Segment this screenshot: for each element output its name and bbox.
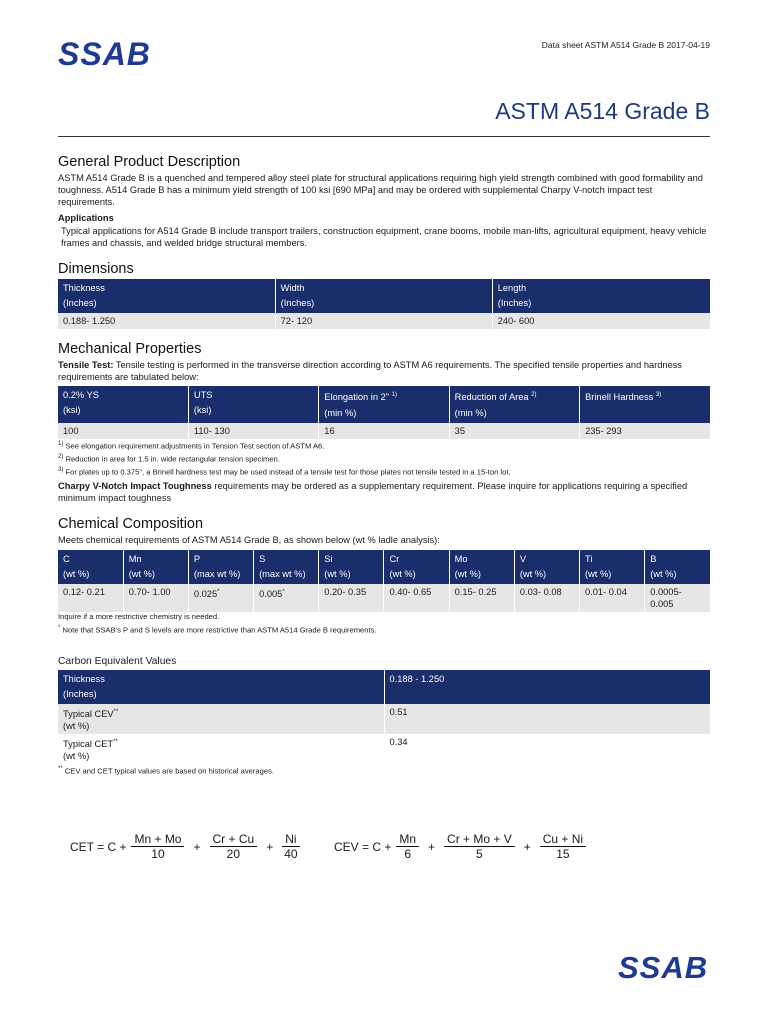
document-title: ASTM A514 Grade B — [495, 98, 710, 124]
chemical-table — [58, 550, 710, 612]
footnote: ** CEV and CET typical values are based on historical averages. — [58, 765, 275, 776]
header-divider — [58, 136, 710, 137]
chemical-heading: Chemical Composition — [58, 516, 204, 533]
main-content — [58, 154, 710, 789]
table-cell: 0.005* — [254, 584, 319, 612]
table-header-cell: Mo (wt %) — [449, 550, 514, 584]
chemical-section — [58, 516, 710, 777]
table-header-cell: 0.2% YS (ksi) — [58, 386, 188, 422]
mechanical-table — [58, 386, 710, 438]
chemical-intro: Meets chemical requirements of ASTM A514 Grade B, as shown below (wt % ladle analysis): — [58, 535, 440, 546]
table-header-cell: Ti (wt %) — [580, 550, 645, 584]
general-body: ASTM A514 Grade B is a quenched and tempered alloy steel plate for structural applications requiring high yield strength combined with good formability and toughness. A514 Grade B has a minimum yield strength of 100 ksi [690 MPa] and may be ordered with supplemental Charpy V-notch impact test requirements. — [58, 173, 703, 208]
table-row — [58, 313, 710, 329]
table-header-cell: Reduction of Area $^{2)}$ (min %) — [449, 386, 579, 422]
table-header-cell: Si (wt %) — [319, 550, 384, 584]
footnote: $^{1)}$ See elongation requirement adjustments in Tension Test section of ASTM A6. — [58, 440, 325, 451]
footnote: * Note that SSAB's P and S levels are more restrictive than ASTM A514 Grade B requirements. — [58, 624, 377, 635]
table-header-cell: V (wt %) — [514, 550, 579, 584]
dimensions-section — [58, 261, 710, 329]
table-cell: 0.40- 0.65 — [384, 584, 449, 612]
table-cell: 235- 293 — [580, 423, 710, 439]
table-header-cell: Width (Inches) — [275, 279, 492, 313]
table-cell: 0.20- 0.35 — [319, 584, 384, 612]
dimensions-table — [58, 279, 710, 329]
applications-text: Typical applications for A514 Grade B include transport trailers, construction equipment, crane booms, mobile man-lifts, agricultural equipment, heavy vehicle frames and chassis, and welded bridge structural members. — [61, 225, 707, 248]
cev-heading: Carbon Equivalent Values — [58, 655, 177, 667]
table-cell: 0.188- 1.250 — [58, 313, 275, 329]
table-cell: 100 — [58, 423, 188, 439]
table-cell: 0.025* — [188, 584, 253, 612]
table-header-cell: Mn (wt %) — [123, 550, 188, 584]
table-cell: 0.51 — [384, 704, 710, 734]
table-cell: 0.03- 0.08 — [514, 584, 579, 612]
tensile-text: Tensile Test: Tensile testing is performed in the transverse direction according to ASTM A6 requirements. The specified tensile properties and hardness requirements are tabulated below: — [58, 360, 683, 383]
table-row — [58, 704, 710, 734]
cev-table — [58, 670, 710, 764]
table-cell: 0.70- 1.00 — [123, 584, 188, 612]
table-cell: 35 — [449, 423, 579, 439]
table-cell: 16 — [319, 423, 449, 439]
mechanical-heading: Mechanical Properties — [58, 341, 202, 358]
table-header-cell: 0.188 - 1.250 — [384, 670, 710, 704]
datasheet-meta: Data sheet ASTM A514 Grade B 2017-04-19 — [541, 40, 710, 50]
chemistry-note: Inquire if a more restrictive chemistry is needed. — [58, 612, 220, 622]
footnote: $^{2)}$ Reduction in area for 1.5 in. wide rectangular tension specimen. — [58, 453, 280, 464]
table-header-cell: Elongation in 2" $^{1)}$ (min %) — [319, 386, 449, 422]
dimensions-heading: Dimensions — [58, 261, 134, 278]
applications-label: Applications — [58, 212, 114, 223]
table-header-cell: S (max wt %) — [254, 550, 319, 584]
general-heading: General Product Description — [58, 154, 241, 170]
mechanical-section — [58, 341, 710, 504]
table-header-cell: Cr (wt %) — [384, 550, 449, 584]
table-cell: Typical CEV** (wt %) — [58, 704, 384, 734]
table-header-cell: B (wt %) — [645, 550, 710, 584]
table-cell: 0.01- 0.04 — [580, 584, 645, 612]
table-row — [58, 423, 710, 439]
table-header-cell: Brinell Hardness $^{3)}$ — [580, 386, 710, 422]
table-cell: 110- 130 — [188, 423, 318, 439]
table-header-cell: Thickness (Inches) — [58, 670, 384, 704]
ssab-logo: SSAB — [58, 36, 151, 72]
table-header-cell: Length (Inches) — [492, 279, 710, 313]
general-section — [58, 154, 710, 249]
table-cell: 72- 120 — [275, 313, 492, 329]
footnote: $^{3)}$ For plates up to 0.375", a Brinell hardness test may be used instead of a tensile test for those plates not tensile tested in a 15-ton lot. — [58, 466, 511, 477]
table-row — [58, 734, 710, 764]
table-cell: 240- 600 — [492, 313, 710, 329]
charpy-text: Charpy V-Notch Impact Toughness requirements may be ordered as a supplementary requirement. Please inquire for applications requiring a specified minimum impact toughness — [58, 480, 688, 503]
cev-formula: CEV = C + $\frac{Mn}{6}$ + $\frac{Cr + Mo + V}{5}$ + $\frac{Cu + Ni}{15}$ — [334, 832, 591, 861]
table-row — [58, 584, 710, 612]
cet-formula: CET = C + $\frac{Mn + Mo}{10}$ + $\frac{Cr + Cu}{20}$ + $\frac{Ni}{40}$ — [70, 832, 298, 861]
table-header-cell: UTS (ksi) — [188, 386, 318, 422]
table-header-cell: C (wt %) — [58, 550, 123, 584]
table-header-cell: P (max wt %) — [188, 550, 253, 584]
table-cell: 0.15- 0.25 — [449, 584, 514, 612]
table-cell: 0.34 — [384, 734, 710, 764]
ssab-logo-footer: SSAB — [618, 950, 709, 985]
table-cell: 0.0005- 0.005 — [645, 584, 710, 612]
table-header-cell: Thickness (Inches) — [58, 279, 275, 313]
table-cell: 0.12- 0.21 — [58, 584, 123, 612]
table-cell: Typical CET** (wt %) — [58, 734, 384, 764]
